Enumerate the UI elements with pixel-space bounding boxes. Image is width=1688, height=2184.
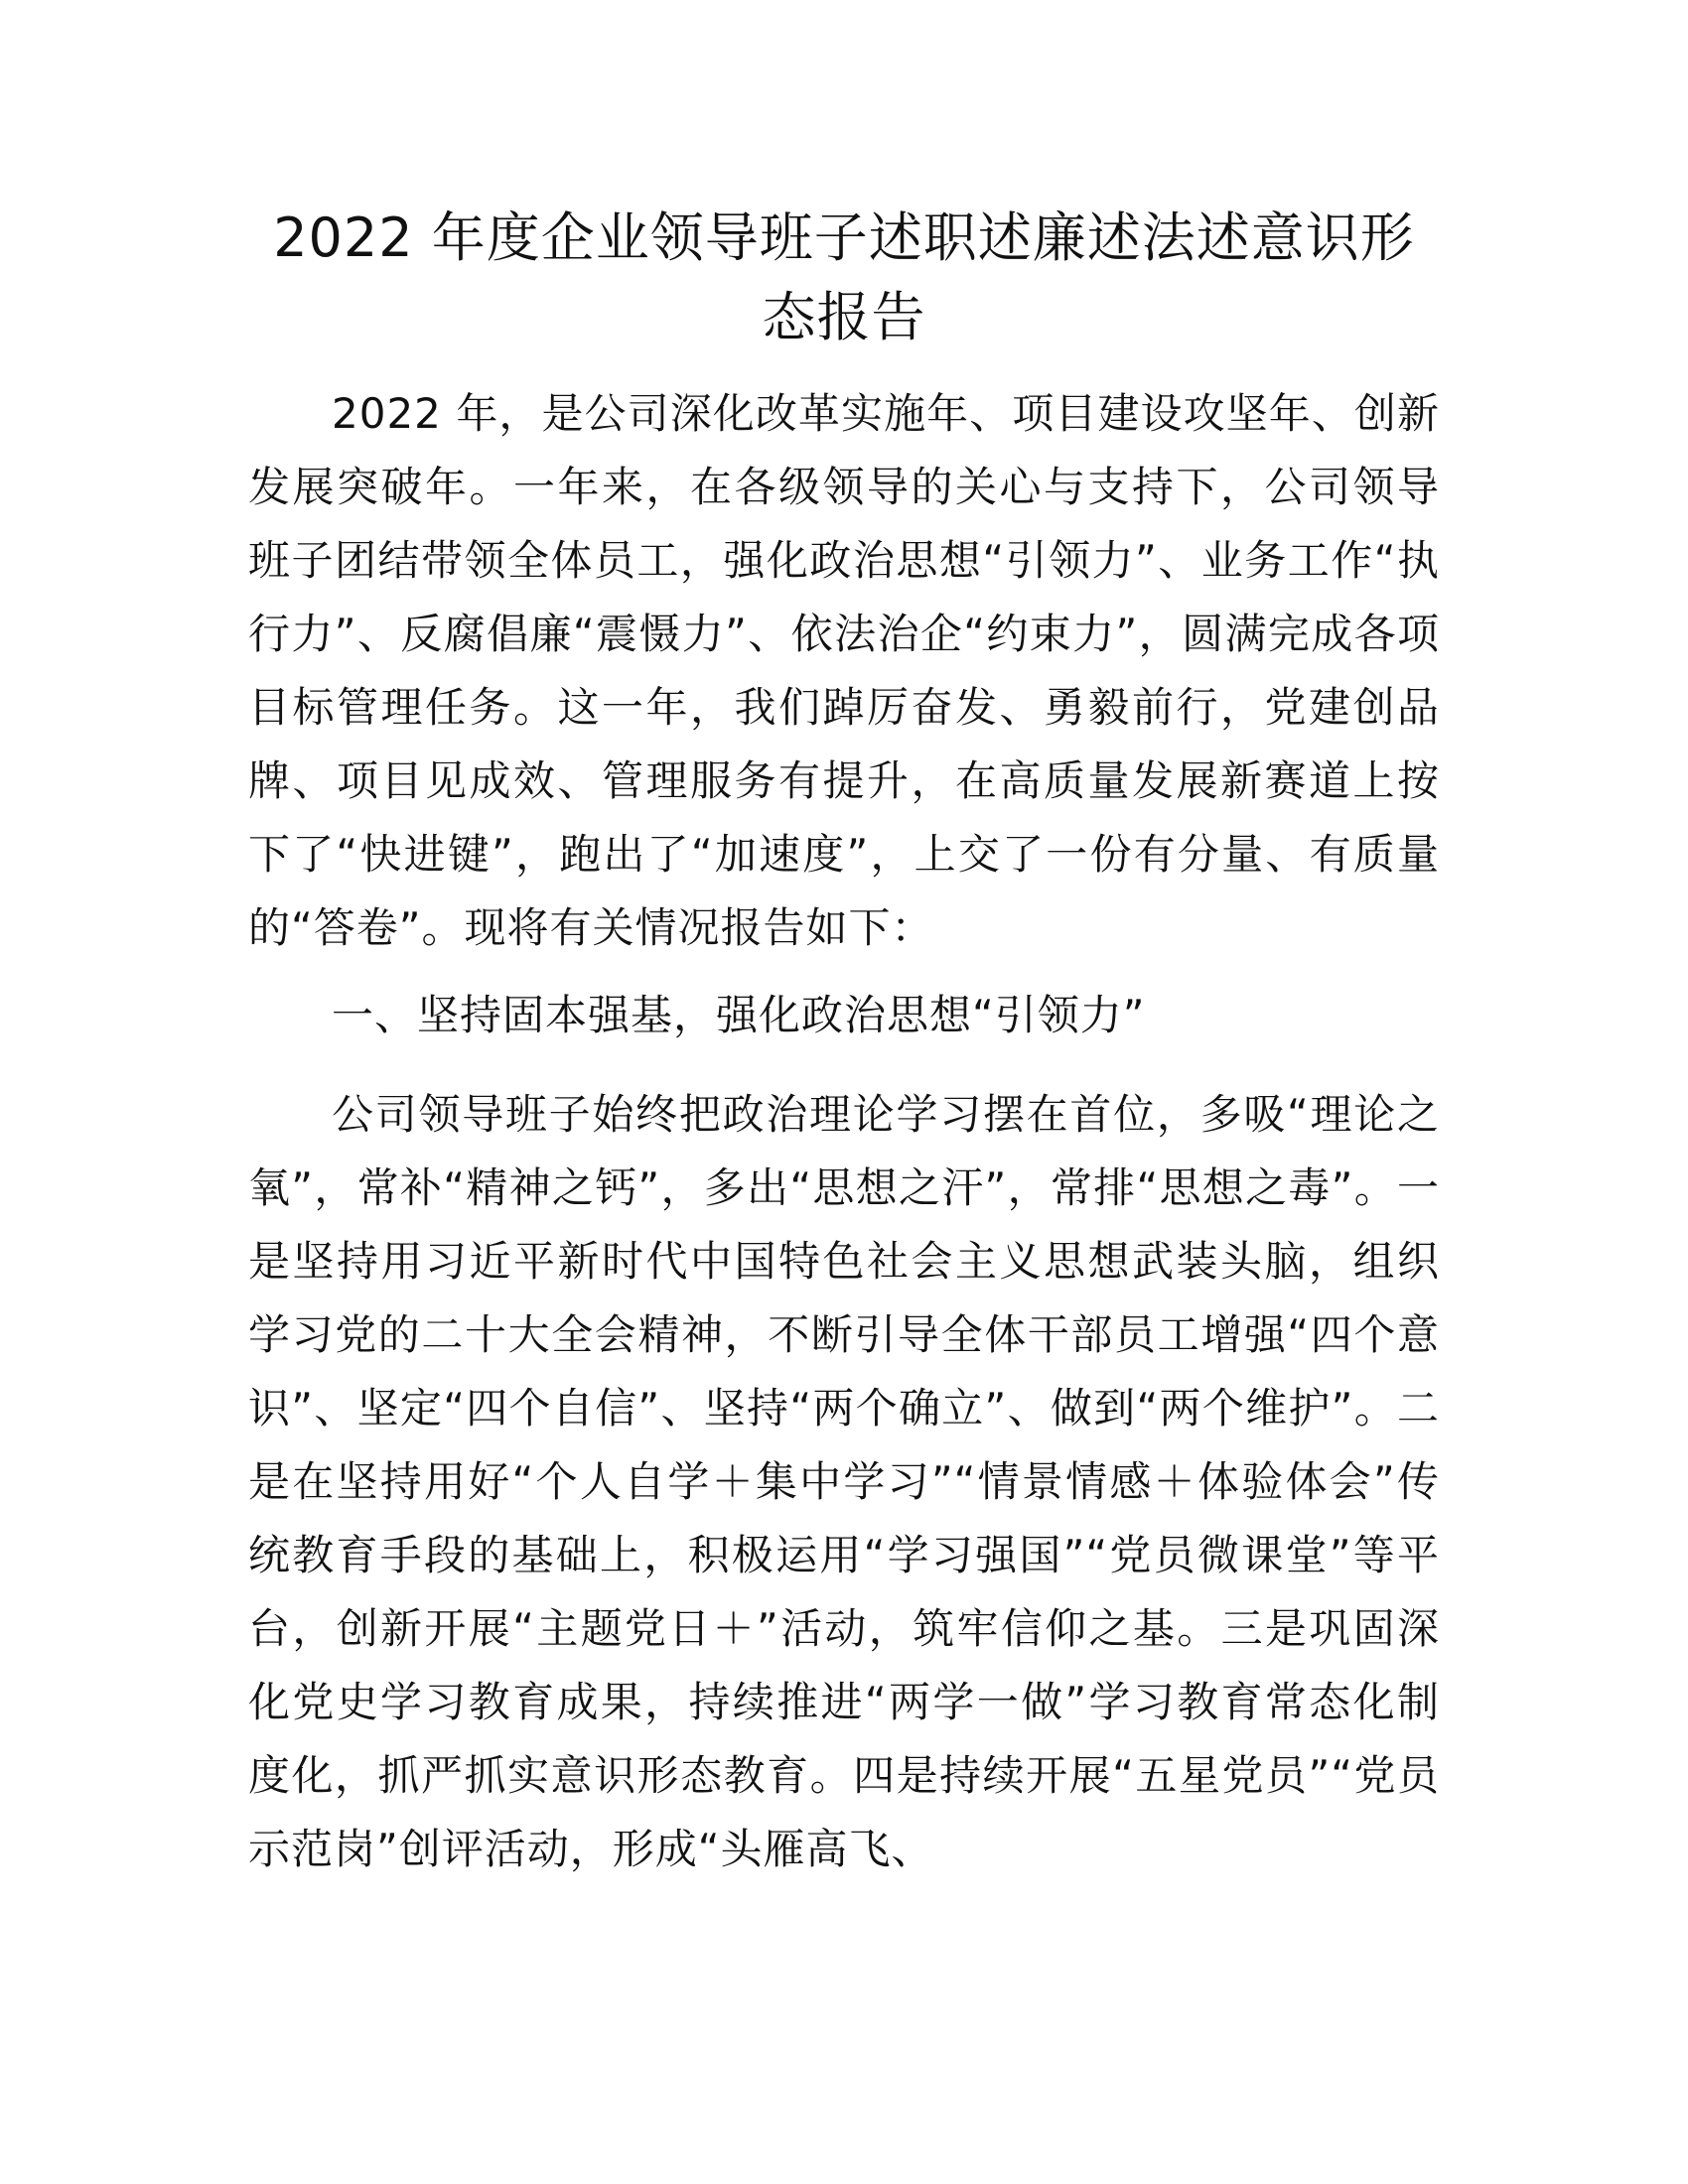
section-heading-1: 一、坚持固本强基，强化政治思想“引领力” <box>332 991 1146 1039</box>
document-title: 2022 年度企业领导班子述职述廉述法述意识形态报告 <box>273 206 1415 348</box>
intro-paragraph: 2022 年，是公司深化改革实施年、项目建设攻坚年、创新发展突破年。一年来，在各级领导的关心与支持下，公司领导班子团结带领全体员工，强化政治思想“引领力”、业务工作“执行力”、反腐倡廉“震慑力”、依法治企“约束力”，圆满完成各项目标管理任务。这一年，我们踔厉奋发、勇毅前行，党建创品牌、项目见成效、管理服务有提升，在高质量发展新赛道上按下了“快进键”，跑出了“加速度”，上交了一份有分量、有质量的“答卷”。现将有关情况报告如下： <box>248 389 1440 952</box>
section-paragraph-1: 公司领导班子始终把政治理论学习摆在首位，多吸“理论之氧”，常补“精神之钙”，多出“思想之汗”，常排“思想之毒”。一是坚持用习近平新时代中国特色社会主义思想武装头脑，组织学习党的二十大全会精神，不断引导全体干部员工增强“四个意识”、坚定“四个自信”、坚持“两个确立”、做到“两个维护”。二是在坚持用好“个人自学＋集中学习”“情景情感＋体验体会”传统教育手段的基础上，积极运用“学习强国”“党员微课堂”等平台，创新开展“主题党日＋”活动，筑牢信仰之基。三是巩固深化党史学习教育成果，持续推进“两学一做”学习教育常态化制度化，抓严抓实意识形态教育。四是持续开展“五星党员”“党员示范岗”创评活动，形成“头雁高飞、 <box>248 1090 1440 1873</box>
document-body <box>248 377 1440 1900</box>
